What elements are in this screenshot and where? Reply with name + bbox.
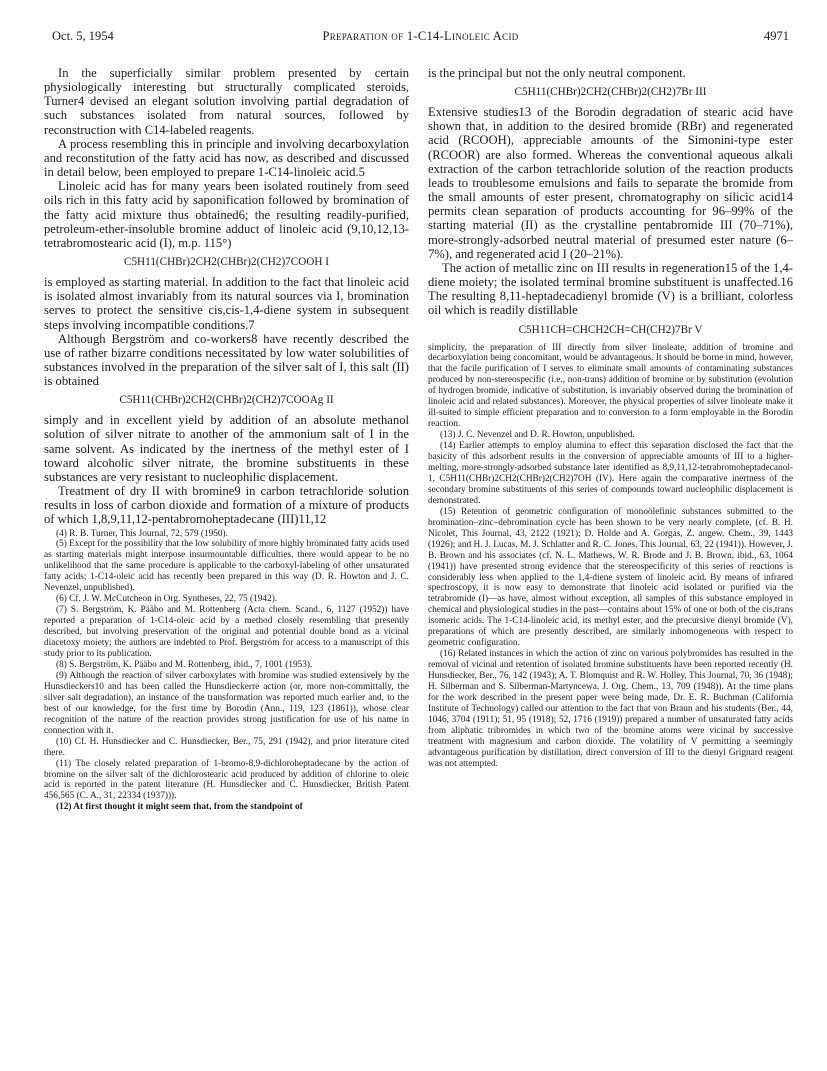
footnote: (7) S. Bergström, K. Pääbo and M. Rottenberg (Acta chem. Scand., 6, 1127 (1952)) have reported a preparation of 1-C14-oleic acid by a method closely resembling that presently described, but involving preservation of the original and potential double bond as a vicinal diacetoxy moiety; the authors are indebted to Prof. Bergström for access to a manuscript of this study prior to its publication. (44, 605, 409, 660)
footnote: (6) Cf. J. W. McCutcheon in Org. Syntheses, 22, 75 (1942). (56, 594, 278, 605)
footnote: (13) J. C. Nevenzel and D. R. Howton, unpublished. (440, 430, 635, 441)
paragraph: A process resembling this in principle and involving decarboxylation and reconstitution of the fatty acid has now, as described and discussed in detail below, been employed to prepare 1-C14-linoleic acid.5 (44, 136, 409, 180)
footnotes-left (44, 529, 409, 814)
footnote: (15) Retention of geometric configuration of monoölefinic substances submitted to the bromination–zinc–debromination cycle has been shown to be very nearly complete, (cf. B. H. Nicolet, This Journal, 43, 2122 (1921); D. Holde and A. Gorgas, Z. angew. Chem., 39, 1443 (1926); and H. J. Lucas, M. J. Schlatter and R. C. Jones, This Journal, 63, 22 (1941)). However, J. B. Brown and his associates (cf. N. L. Mathews, W. R. Brode and J. B. Brown, ibid., 63, 1064 (1941)) have presented strong evidence that the stereospecificity of this series of reactions is considerably less when applied to the 1,4-diene system of linoleic acid. By means of infrared spectroscopy, it is now easy to demonstrate that linoleic acid isolated or purified via the tetrabromide (I)—as have, almost without exception, all samples of this substance employed in chemical and physiological studies in the past—contains about 15% of one or both of the cis,trans isomeric acids. The 1-C14-linoleic acid, its methyl ester, and the precursive dienyl bromide (V), preparations of which are presently described, are similarly inhomogeneous with respect to geometric configuration. (428, 506, 793, 649)
footnote: (12) At first thought it might seem that, from the standpoint of (56, 802, 303, 813)
footnote: (8) S. Bergström, K. Pääbo and M. Rottenberg, ibid., 7, 1001 (1953). (56, 659, 313, 670)
formula-III: C5H11(CHBr)2CH2(CHBr)2(CH2)7Br III (514, 86, 707, 99)
footnote: (4) R. B. Turner, This Journal, 72, 579 (1950). (56, 528, 228, 539)
footnote: (10) Cf. H. Hunsdiecker and C. Hunsdiecker, Ber., 75, 291 (1942), and prior literature cited there. (44, 736, 409, 758)
right-column (428, 66, 793, 770)
running-header (52, 29, 789, 49)
left-column (44, 66, 409, 813)
paragraph: is employed as starting material. In addition to the fact that linoleic acid is isolated almost invariably from its natural sources via I, bromination serves to protect the sensitive cis,cis-1,4-diene system in subsequent steps involving incompatible conditions.7 (44, 275, 409, 332)
header-page-number: 4971 (764, 29, 789, 43)
footnotes-right (428, 343, 793, 770)
footnote: (16) Related instances in which the action of zinc on various polybromides has resulted in the removal of vicinal and retention of isolated bromine substituents have been reported recently (H. Hunsdiecker, Ber., 76, 142 (1943); A. T. Blomquist and R. W. Holley, This Journal, 70, 36 (1948); H. Silberman and S. Silberman-Martyncewa, J. Org. Chem., 13, 709 (1948)). At the time plans for the work described in the present paper were being made, Dr. E. R. Buchman (California Institute of Technology) called our attention to the fact that von Braun and his students (Ber., 44, 1046, 3704 (1911); 51, 95 (1918); 52, 1716 (1919)) prepared a number of unsaturated fatty acids from aliphatic tribromides in which two of the bromine atoms were vicinal by successive treatment with magnesium and carbon dioxide. The volatility of V permitting a seemingly advantageous purification by distillation, direct conversion of III to the dienyl Grignard reagent was not attempted. (428, 649, 793, 769)
footnote: (9) Although the reaction of silver carboxylates with bromine was studied extensively by the Hunsdieckers10 and has been called the Hunsdieckerre action (or, more non-committally, the silver salt degradation), an instance of the transformation was reported much earlier and, to the best of our knowledge, for the first time by Borodin (Ann., 119, 123 (1861)), whose clear recognition of the nature of the reaction provides strong justification for use of his name in connection with it. (44, 670, 409, 736)
formula-I: C5H11(CHBr)2CH2(CHBr)2(CH2)7COOH I (124, 256, 329, 269)
paragraph: simply and in excellent yield by addition of an absolute methanol solution of silver nitrate to another of the ammonium salt of I in the same solvent. As indicated by the inertness of the methyl ester of I toward alcoholic silver nitrate, the bromine substituents in these substances are very resistant to nucleophilic displacement. (44, 413, 409, 484)
paragraph: is the principal but not the only neutral component. (428, 66, 686, 80)
footnote: simplicity, the preparation of III directly from silver linoleate, addition of bromine and decarboxylation being concomitant, would be advantageous. It should be borne in mind, however, that the facile purification of I serves to eliminate small amounts of contaminating substances produced by non-stereospecific (i.e., non-trans) addition of bromine or by substitution (evolution of hydrogen bromide, indicative of substitution, is invariably observed during the bromination of linoleic acid and related substances). Moreover, the physical properties of silver linoleate make it ill-suited to simple efficient preparation and to conversion to a form employable in the Borodin reaction. (428, 342, 793, 430)
footnote: (11) The closely related preparation of 1-bromo-8,9-dichloroheptadecane by the action of bromine on the silver salt of the dichlorostearic acid produced by addition of chlorine to oleic acid is reported in the patent literature (H. Hunsdiecker and C. Hunsdiecker, British Patent 456,565 (C. A., 31, 22334 (1937))). (44, 758, 409, 802)
footnote: (14) Earlier attempts to employ alumina to effect this separation disclosed the fact that the basicity of this adsorbent results in the conversion of appreciable amounts of III to a higher-melting, more-strongly-adsorbed substance later identified as 8,9,11,12-tetrabromoheptadecanol-1, C5H11(CHBr)2CH2(CHBr)2(CH2)7OH (IV). Here again the comparative inertness of the secondary bromine substituents of this series of compounds toward nucleophilic displacement is demonstrated. (428, 441, 793, 506)
formula-V: C5H11CH=CHCH2CH=CH(CH2)7Br V (518, 323, 703, 336)
header-running-title: Preparation of 1-C14-Linoleic Acid (322, 29, 519, 43)
paragraph: In the superficially similar problem presented by certain physiologically interesting but structurally complicated steroids, Turner4 devised an elegant solution involving partial degradation of such substances isolated from natural sources, followed by reconstruction with C14-labeled reagents. (44, 66, 409, 137)
paragraph: Although Bergström and co-workers8 have recently described the use of rather bizarre conditions necessitated by low water solubilities of substances involved in the preparation of the silver salt of I, this salt (II) is obtained (44, 331, 409, 389)
paragraph: The action of metallic zinc on III results in regeneration15 of the 1,4-diene moiety; the isolated terminal bromine substituent is unaffected.16 The resulting 8,11-heptadecadienyl bromide (V) is a brilliant, colorless oil which is readily distillable (428, 260, 793, 318)
paragraph: Treatment of dry II with bromine9 in carbon tetrachloride solution results in loss of carbon dioxide and formation of a mixture of products of which 1,8,9,11,12-pentabromoheptadecane (III)11,12 (44, 484, 409, 527)
footnote: (5) Except for the possibility that the low solubility of more highly brominated fatty acids used as starting materials might interpose insurmountable difficulties, there would appear to be no unlikelihood that the same procedure is applicable to the carboxyl-labeling of other unsaturated fatty acids; 1-C14-oleic acid has recently been prepared in this way (D. R. Howton and J. C. Nevenzel, unpublished). (44, 539, 409, 594)
header-date: Oct. 5, 1954 (52, 29, 114, 43)
formula-II: C5H11(CHBr)2CH2(CHBr)2(CH2)7COOAg II (119, 394, 334, 407)
paragraph: Extensive studies13 of the Borodin degradation of stearic acid have shown that, in addition to the desired bromide (RBr) and regenerated acid (RCOOH), appreciable amounts of the Simonini-type ester (RCOOR) are also formed. Whereas the conventional aqueous alkali extraction of the carbon tetrachloride solution of the reaction products leads to troublesome emulsions and fails to separate the bromide from the small amounts of ester present, chromatography on silicic acid14 permits clean separation of products accounting for 96–99% of the starting material (II) as the crystalline pentabromide III (70–71%), more-strongly-adsorbed neutral material of presumed ester nature (6–7%), and regenerated acid I (20–21%). (428, 105, 793, 261)
paragraph: Linoleic acid has for many years been isolated routinely from seed oils rich in this fatty acid by saponification followed by bromination of the fatty acid mixture thus obtained6; the resulting readily-purified, petroleum-ether-insoluble bromine adduct of linoleic acid (9,10,12,13-tetrabromostearic acid (I), m.p. 115°) (44, 179, 409, 250)
